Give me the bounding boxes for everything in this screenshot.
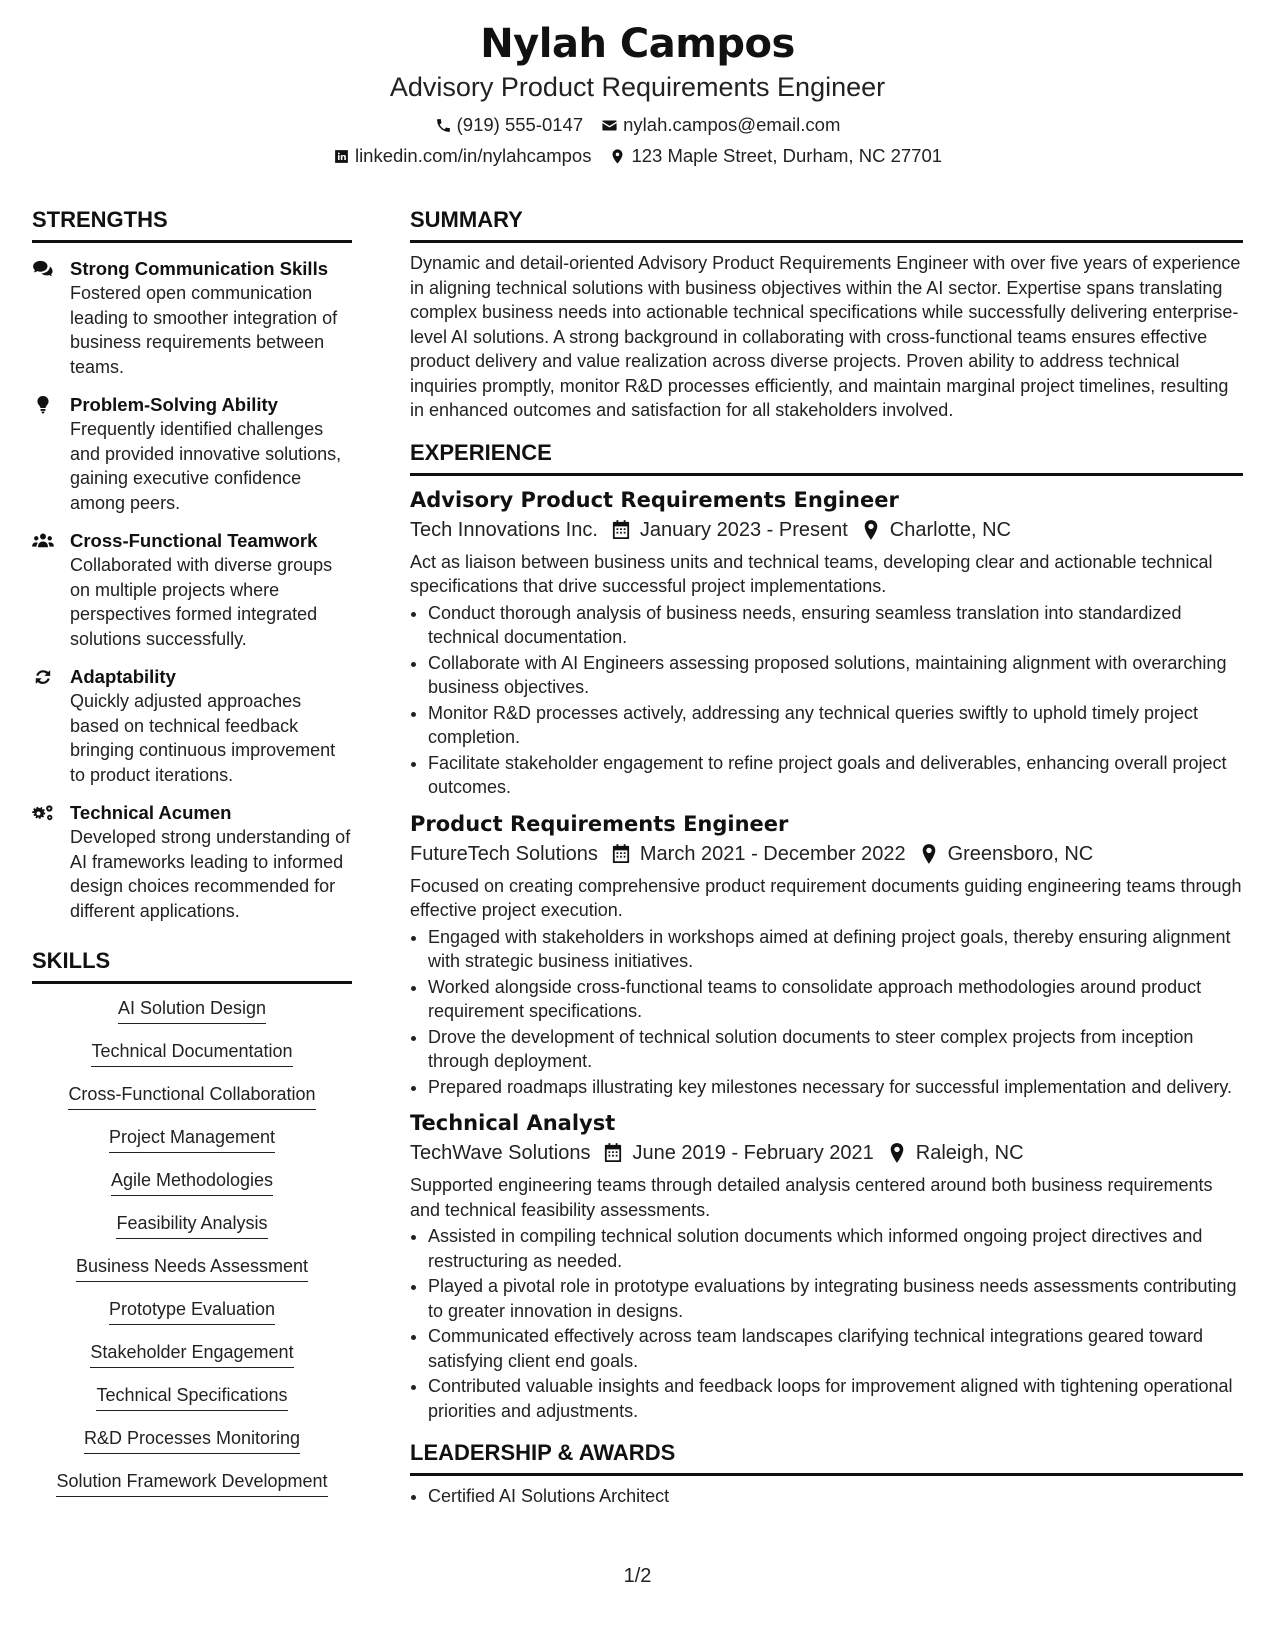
summary-text: Dynamic and detail-oriented Advisory Product Requirements Engineer with over five years of experience in aligning technical solutions with business objectives within the AI sector. Expertise spans translating complex business needs into actionable technical specifications while successfully delivering enterprise-level AI solutions. A strong background in collaborating with cross-functional teams ensures effective product delivery and value realization across diverse projects. Proven ability to address technical inquiries promptly, monitor R&D processes efficiently, and maintain marginal project timelines, resulting in enhanced outcomes and satisfaction for all stakeholders involved.	[410, 253, 1241, 420]
job-bullet: • Facilitate stakeholder engagement to refine project goals and deliverables, enhancing overall project outcomes.	[428, 751, 1243, 800]
phone-text: (919) 555-0147	[456, 114, 584, 135]
strength-desc: Quickly adjusted approaches based on technical feedback bringing continuous improvement to product iterations.	[70, 691, 336, 785]
job-bullets	[410, 1224, 1243, 1423]
job-location-text: Charlotte, NC	[889, 518, 1011, 541]
linkedin-icon	[333, 148, 350, 165]
sync-icon	[32, 668, 54, 686]
calendar-icon	[612, 844, 630, 864]
job-bullet: • Worked alongside cross-functional teams to consolidate approach methodologies around product requirement specifications.	[428, 975, 1243, 1024]
job-bullet: • Assisted in compiling technical solution documents which informed ongoing project directives and restructuring as needed.	[428, 1224, 1243, 1273]
job-bullet: • Collaborate with AI Engineers assessing proposed solutions, maintaining alignment with overarching business objectives.	[428, 651, 1243, 700]
strength-item	[32, 801, 352, 923]
users-icon	[32, 532, 54, 550]
job-bullet: • Engaged with stakeholders in workshops aimed at defining project goals, thereby ensuring alignment with strategic business initiatives.	[428, 925, 1243, 974]
job-entry	[410, 486, 1243, 800]
resume-header	[0, 20, 1275, 168]
strength-title: Technical Acumen	[70, 802, 232, 823]
job-dates-text: January 2023 - Present	[639, 518, 848, 541]
map-marker-icon	[862, 520, 880, 540]
map-marker-icon	[609, 148, 626, 165]
job-bullet: • Conduct thorough analysis of business needs, ensuring seamless translation into standardized technical documentation.	[428, 601, 1243, 650]
leadership-item: • Certified AI Solutions Architect	[428, 1484, 1243, 1509]
strength-title: Cross-Functional Teamwork	[70, 530, 318, 551]
job-dates	[612, 840, 906, 868]
email-text[interactable]: nylah.campos@email.com	[623, 114, 841, 135]
job-meta	[410, 1139, 1243, 1167]
linkedin-contact[interactable]	[333, 144, 592, 168]
job-meta	[410, 516, 1243, 544]
skill-tag: Prototype Evaluation	[109, 1297, 275, 1325]
experience-heading: EXPERIENCE	[410, 439, 1243, 476]
strength-item	[32, 665, 352, 787]
job-role: Advisory Product Requirements Engineer	[410, 487, 899, 512]
job-dates-text: March 2021 - December 2022	[639, 842, 906, 865]
job-description: Focused on creating comprehensive product requirement documents guiding engineering teams through effective project execution.	[410, 875, 1242, 920]
candidate-name: Nylah Campos	[480, 21, 795, 67]
skill-tag: Agile Methodologies	[111, 1168, 273, 1196]
candidate-title: Advisory Product Requirements Engineer	[389, 72, 886, 102]
job-location-text: Raleigh, NC	[915, 1142, 1024, 1164]
job-location-text: Greensboro, NC	[947, 842, 1094, 865]
job-dates-text: June 2019 - February 2021	[632, 1142, 874, 1164]
job-description: Act as liaison between business units and technical teams, developing clear and actionable technical specifications that drive successful project implementations.	[410, 551, 1213, 596]
leadership-list	[410, 1484, 1243, 1509]
skill-tag: Stakeholder Engagement	[90, 1340, 293, 1368]
strength-desc: Collaborated with diverse groups on multiple projects where perspectives formed integrated solutions successfully.	[70, 555, 333, 649]
job-bullets	[410, 925, 1243, 1100]
job-company: FutureTech Solutions	[410, 842, 598, 865]
strength-item	[32, 529, 352, 651]
page-number: 1/2	[623, 1565, 652, 1587]
contact-row-2	[0, 144, 1275, 168]
job-location	[862, 516, 1011, 544]
strength-desc: Fostered open communication leading to smoother integration of business requirements between teams.	[70, 283, 338, 377]
skill-tag: R&D Processes Monitoring	[84, 1426, 300, 1454]
skill-tag: Cross-Functional Collaboration	[68, 1082, 315, 1110]
envelope-icon	[601, 117, 618, 134]
skill-tag: Solution Framework Development	[56, 1469, 327, 1497]
job-entry	[410, 810, 1243, 1100]
job-role: Product Requirements Engineer	[410, 811, 789, 836]
job-bullets	[410, 601, 1243, 800]
job-bullet: • Contributed valuable insights and feedback loops for improvement aligned with tightening operational priorities and adjustments.	[428, 1374, 1243, 1423]
job-bullet: • Communicated effectively across team landscapes clarifying technical integrations geared toward satisfying client end goals.	[428, 1324, 1243, 1373]
strength-title: Strong Communication Skills	[70, 258, 328, 279]
address-text: 123 Maple Street, Durham, NC 27701	[631, 145, 943, 166]
skill-tag: Project Management	[109, 1125, 275, 1153]
lightbulb-icon	[32, 396, 54, 414]
cogs-icon	[32, 804, 54, 822]
skills-list	[32, 996, 352, 1512]
job-bullet: • Drove the development of technical solution documents to steer complex projects from inception through deployment.	[428, 1025, 1243, 1074]
job-bullet: • Monitor R&D processes actively, addressing any technical queries swiftly to uphold timely project completion.	[428, 701, 1243, 750]
contact-row-1	[0, 113, 1275, 137]
job-description: Supported engineering teams through detailed analysis centered around both business requirements and technical feasibility assessments.	[410, 1175, 1213, 1220]
strength-desc: Developed strong understanding of AI frameworks leading to informed design choices recommended for different applications.	[70, 827, 351, 921]
phone-contact	[435, 113, 584, 137]
strength-item	[32, 393, 352, 515]
calendar-icon	[612, 520, 630, 540]
strength-title: Adaptability	[70, 666, 176, 687]
job-bullet: • Prepared roadmaps illustrating key milestones necessary for successful implementation and delivery.	[428, 1075, 1243, 1100]
phone-icon	[435, 117, 452, 134]
job-dates	[612, 516, 848, 544]
email-contact[interactable]	[601, 113, 840, 137]
job-role: Technical Analyst	[410, 1111, 616, 1135]
job-company: TechWave Solutions	[410, 1142, 591, 1164]
map-marker-icon	[888, 1143, 906, 1163]
strengths-heading: STRENGTHS	[32, 206, 352, 243]
leadership-heading: LEADERSHIP & AWARDS	[410, 1439, 1243, 1476]
job-meta	[410, 840, 1243, 868]
summary-heading: SUMMARY	[410, 206, 1243, 243]
skill-tag: Technical Documentation	[91, 1039, 292, 1067]
address-contact	[609, 144, 942, 168]
linkedin-text[interactable]: linkedin.com/in/nylahcampos	[354, 145, 592, 166]
job-company: Tech Innovations Inc.	[410, 518, 598, 541]
left-column	[32, 206, 352, 1512]
job-dates	[604, 1139, 873, 1167]
skill-tag: Technical Specifications	[96, 1383, 287, 1411]
comments-icon	[32, 260, 54, 278]
skill-tag: AI Solution Design	[118, 996, 266, 1024]
calendar-icon	[604, 1143, 622, 1163]
skills-heading: SKILLS	[32, 947, 352, 984]
strength-desc: Frequently identified challenges and provided innovative solutions, gaining executive confidence among peers.	[70, 419, 342, 513]
map-marker-icon	[920, 844, 938, 864]
right-column	[410, 206, 1243, 1510]
job-location	[920, 840, 1094, 868]
job-entry	[410, 1109, 1243, 1423]
job-bullet: • Played a pivotal role in prototype evaluations by integrating business needs assessments contributing to greater innovation in designs.	[428, 1274, 1243, 1323]
skill-tag: Feasibility Analysis	[116, 1211, 267, 1239]
job-location	[888, 1139, 1024, 1167]
skill-tag: Business Needs Assessment	[76, 1254, 308, 1282]
strength-item	[32, 257, 352, 379]
strength-title: Problem-Solving Ability	[70, 394, 278, 415]
